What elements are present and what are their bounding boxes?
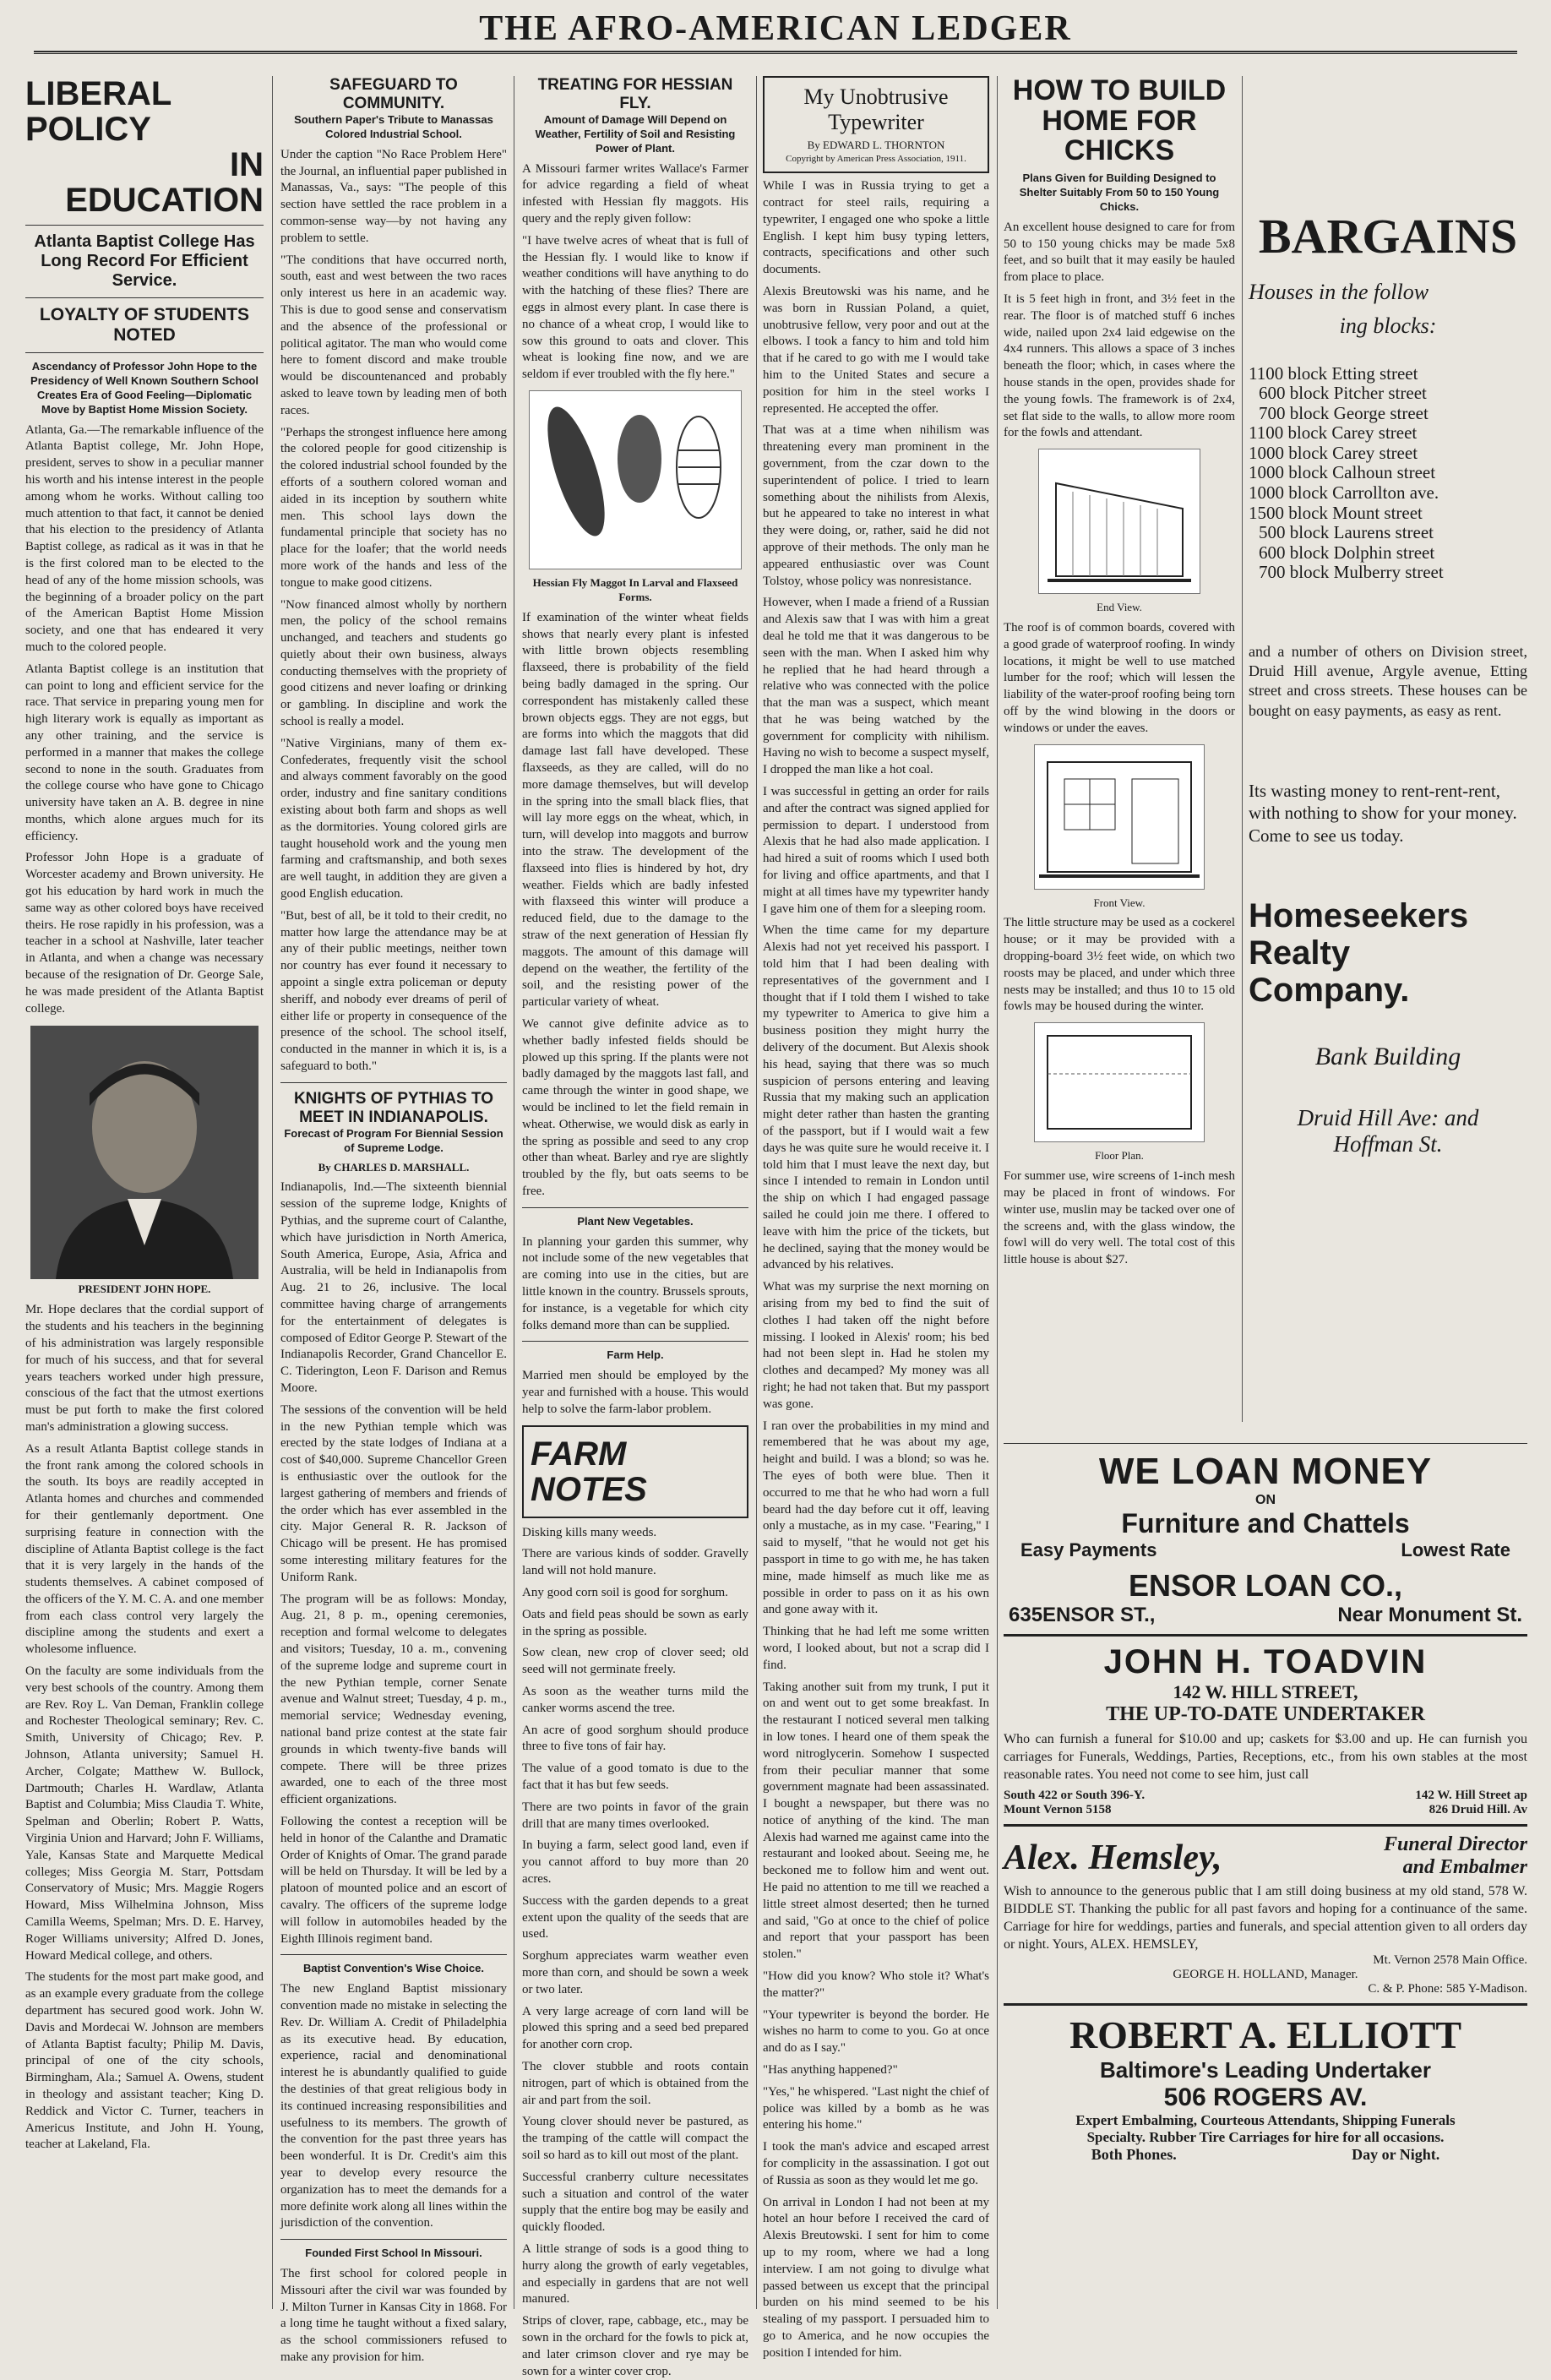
elliott-name: ROBERT A. ELLIOTT	[1069, 2013, 1462, 2057]
paragraph: Any good corn soil is good for sorghum.	[522, 1586, 728, 1600]
toadvin-text: THE UP-TO-DATE UNDERTAKER	[1106, 1703, 1425, 1725]
toadvin-text: 142 W. HILL STREET,	[1173, 1681, 1358, 1702]
subheadline: Plans Given for Building Designed to Shelter Suitably From 50 to 150 Young Chicks.	[1019, 172, 1220, 213]
column-rule	[272, 76, 273, 2309]
toadvin-name: JOHN H. TOADVIN	[1103, 1643, 1428, 1680]
ad-text: Hoffman St.	[1333, 1130, 1443, 1157]
paragraph: Atlanta, Ga.—The remarkable influence of the Atlanta Baptist college, Mr. John Hope, president, serves to show in a peculiar manner his worth and his intense interest in the people among whom he works. Without calling too much attention to that fact, it cannot be denied that his election to the presidency of Atlanta Baptist college, as radical as it was in that he is the first colored man to be elected to the head of any of the home mission schools, was the beginning of a broader policy on the part of the American Baptist Home Mission society, and one that has endeared it very much to the colored people.	[25, 422, 264, 654]
paragraph: On the faculty are some individuals from the very best schools of the country. Among them are Rev. Roy L. Van Deman, Franklin college and Rochester Theological seminary; Rev. C. Smith, University of Chicago; Rev. P. Johnson, Atlanta university; Samuel H. Archer, Colgate; Matthew W. Bullock, Dartmouth; Charles H. Wardlaw, Atlanta Baptist and Columbia; Miss Claudia T. White, Spelman and Oberlin; Robert P. Watts, Virginia Union and Harvard; John F. Williams, Yale, Kansas State and Marquette Medical colleges; Miss Georgia M. Starr, Pottsdam Conservatory of Music; Mrs. Maggie Rogers Howard, Miss Wilhelmina Johnson, Miss Camilla Weems, Spelman; Mrs. D. E. Harvey, Roger Williams university; Alfred D. Jones, Howard Medical college, and others.	[25, 1664, 264, 1963]
subheadline: Forecast of Program For Biennial Session of Supreme Lodge.	[284, 1126, 503, 1154]
ad-text: ing blocks:	[1339, 313, 1437, 338]
story-title: My Unobtrusive Typewriter	[803, 84, 949, 134]
toadvin-text: South 422 or South 396-Y.	[1004, 1789, 1146, 1803]
paragraph: "But, best of all, be it told to their credit, no matter how large the attendance may be at any of their public meetings, neither town nor country has ever found it necessary to appoint a single extra policeman or deputy sheriff, and nobody ever dreams of peril of either life or property in consequence of the presence of the school. The school itself, conducted in the manner in which it is, is a safeguard to both."	[280, 908, 507, 1074]
copyright: Copyright by American Press Association, 1911.	[786, 153, 966, 164]
hemsley-title	[1384, 1833, 1527, 1878]
paragraph: Alexis Breutowski was his name, and he was born in Russian Poland, a quiet, unobtrusive fellow, very poor and out at the elbows. I took a fancy to him and told him that if he cared to go with me I would take him to the United States and secure a position for him in the steel works I represented. He accepted the offer.	[763, 284, 989, 416]
photo-caption: PRESIDENT JOHN HOPE.	[78, 1283, 211, 1296]
loan-headline: WE LOAN MONEY	[1098, 1451, 1433, 1492]
paragraph: It is 5 feet high in front, and 3½ feet in the rear. The floor is of matched stuff 6 inches wide, nailed upon 2x4 laid edgewise on the 4x4 runners. This allows a space of 3 inches beneath the floor; which, in cases where the house stands in the open, provides shade for the young fowls. The framework is of 2x4, set flat side to the walls, to allow more room for the fowls and attendant.	[1004, 291, 1235, 440]
block-item: 1100 block Carey street	[1249, 422, 1418, 444]
ad-text: Druid Hill Ave: and	[1297, 1104, 1479, 1130]
figure-caption: Front View.	[1093, 896, 1146, 909]
block-item: 1100 block Etting street	[1249, 362, 1418, 384]
loan-text: Lowest Rate	[1401, 1539, 1510, 1560]
loan-text: Near Monument St.	[1337, 1604, 1522, 1626]
elliott-text: Day or Night.	[1352, 2146, 1440, 2164]
block-item: 1500 block Mount street	[1249, 502, 1423, 523]
toadvin-phones	[1004, 1803, 1527, 1817]
portrait-photo	[30, 1026, 258, 1279]
paragraph: For summer use, wire screens of 1-inch mesh may be placed in front of windows. For winter use, muslin may be tacked over one of the screens and, with the glass window, the fowl will do very well. The total cost of this little house is about $27.	[1004, 1169, 1235, 1267]
paragraph: The sessions of the convention will be held in the new Pythian temple which was erected by the state lodges of Indiana at a cost of $40,000. Supreme Chancellor Green is enthusiastic over the outlook for the largest gathering of members and friends of the order which has ever assembled in the city. Major General R. R. Jackson of Chicago will be present. He has promised some interesting military features for the Uniform Rank.	[280, 1402, 507, 1584]
hemsley-text: Mt. Vernon 2578 Main Office.	[1373, 1953, 1527, 1968]
paragraph: However, when I made a friend of a Russian and Alexis saw that I was with him a great deal he told me that it was dangerous to be seen with the man. When I asked him why he replied that he had heard through a relative who was connected with the police that the man was a suspect, which meant that he was being watched by the government for complicity with nihilism. Having no wish to become a suspect myself, I dropped the man like a hot coal.	[763, 596, 989, 777]
paragraph: Professor John Hope is a graduate of Worcester academy and Brown university. He got his education by hard work in much the same way as other colored boys have received theirs. He rose rapidly in his profession, was a teacher in a school at Nashville, later teacher in Atlanta, and when a change was necessary because of the resignation of Dr. George Sale, he was made president of the Atlanta Baptist college.	[25, 851, 264, 1016]
paragraph: Atlanta Baptist college is an institution that can point to long and efficient service for the race. That service in preparing young men for high literary work is equally as important as any other training, and the service is performed in a manner that makes the college second to none in the south. Graduates from the college course who have gone to Chicago university have taken an A. B. degree in nine months, which alone argues much for its efficiency.	[25, 662, 264, 843]
paragraph: Mr. Hope declares that the cordial support of the students and his teachers in the beginning of his administration was largely responsible for much of his success, and that for several years teachers worked under high pressure, conscious of the fact that the utmost exertions must be put forth to make the first colored man's administration a glowing success.	[25, 1303, 264, 1434]
paragraph: There are various kinds of sodder. Gravelly land will not hold manure.	[522, 1547, 748, 1578]
article-chick-house	[1004, 76, 1235, 1428]
masthead	[0, 8, 1551, 61]
elliott-text: Specialty. Rubber Tire Carriages for hire for all occasions.	[1086, 2129, 1445, 2146]
ads-block	[1004, 1436, 1527, 2306]
block-item: 600 block Dolphin street	[1259, 542, 1435, 563]
paragraph: If examination of the winter wheat fields shows that nearly every plant is infested with little brown objects resembling flaxseed, there is probability of the field being badly damaged in the spring. Our correspondent has mistakenly called these brown objects eggs. They are not eggs, but are forms into which the maggots that did damage last fall have developed. These flaxseeds, as they are called, will do no more damage themselves, but will develop in the spring into the small black flies, that will lay more eggs on the wheat, which, in turn, will develop into maggots and burrow into the straw. The development of the flaxseed into flies is hindered by hot, dry weather. Fields which are badly infested with flaxseed this winter will produce a reduced field, due to the damage to the straw of the next generation of Hessian fly maggots. The amount of this damage will depend on the weather, the fertility of the soil, and the resisting power of the particular variety of wheat.	[522, 610, 748, 1010]
paragraph: Married men should be employed by the year and furnished with a house. This would help to solve the farm-labor problem.	[522, 1369, 748, 1416]
column-rule	[756, 76, 757, 2309]
paragraph: "Yes," he whispered. "Last night the chief of police was killed by a bomb as he was entering his home."	[763, 2084, 989, 2132]
headline: IN EDUCATION	[65, 146, 264, 219]
hemsley-text: Wish to announce to the generous public that I am still doing business at my old stand, 578 W. BIDDLE ST. Thanking the public for all past favors and hoping for a continuance of the same. Carriage for hire for weddings, parties and funerals, and special attention given to all orders day or night. Yours, ALEX. HEMSLEY,	[1004, 1884, 1527, 1952]
loan-address	[1004, 1604, 1527, 1627]
front-view-drawing	[1034, 744, 1205, 890]
paragraph: Young clover should never be pastured, as the tramping of the cattle will compact the soil so hard as to kill out most of the plant.	[522, 2115, 748, 2162]
block-item: 700 block George street	[1259, 402, 1429, 423]
column-rule	[1242, 76, 1243, 1422]
paragraph: I ran over the probabilities in my mind and remembered that he was about my age, height and build. I was a blond; so was he. The eyes of both were blue. Then it occurred to me that he who had worn a full beard had the day before cut it off, leaving only a mustache, as in my case. "Fearing," I said to myself, "that he would not get his passport in time to go with me, he has taken mine, made himself as much like me as possible in order to pass on it as his own and gone away with it.	[763, 1419, 989, 1617]
headline: HOW TO BUILD HOME FOR CHICKS	[1012, 74, 1227, 167]
company-name: Realty	[1249, 934, 1351, 972]
divider	[280, 1082, 507, 1083]
hemsley-text: C. & P. Phone: 585 Y-Madison.	[1368, 1982, 1527, 1996]
divider	[1004, 1443, 1527, 1444]
paragraph: The new England Baptist missionary convention made no mistake in selecting the Rev. Dr. William A. Credit of Philadelphia as its executive head. By education, experience, racial and denominational interest he is abundantly qualified to guide the destinies of that great religious body in its continued increasing responsibilities and usefulness to its members. The growth of the convention for the past three years has been wonderful. It is Dr. Credit's aim this year to develop every resource the organization has to meet the demands for a more definite work along all lines within the jurisdiction of the convention.	[280, 1982, 507, 2230]
toadvin-text: 826 Druid Hill. Av	[1429, 1803, 1527, 1817]
figure-caption: Floor Plan.	[1095, 1149, 1144, 1163]
divider	[25, 297, 264, 298]
deck: Ascendancy of Professor John Hope to the Presidency of Well Known Southern School Creates Era of Good Feeling—Diplomatic Move by Baptist Home Mission Society.	[30, 360, 258, 416]
block-item: 1000 block Carey street	[1249, 442, 1418, 463]
paragraph: "I have twelve acres of wheat that is full of the Hessian fly. I would like to know if weather conditions will have anything to do with the hatching of these flies? There are eggs in almost every plant. In case there is no chance of a wheat crop, I would like to sow this ground to oats and clover. This wheat is looking fine now, and we are seldom if ever troubled with the fly here."	[522, 233, 748, 382]
loan-text: Easy Payments	[1020, 1539, 1157, 1560]
paragraph: Indianapolis, Ind.—The sixteenth biennial session of the supreme lodge, Knights of Pythias, and the supreme court of Calanthe, which have jurisdiction in North America, South America, Europe, Asia, Africa and Australia, will be held in Indianapolis from Aug. 21 to 26, inclusive. The local committee having charge of arrangements for the entertainment of delegates is composed of Editor George P. Stewart of the Indianapolis Recorder, Grand Chancellor E. C. Tiderington, Leon F. Darison and Remus Moore.	[280, 1180, 508, 1396]
byline: By EDWARD L. THORNTON	[807, 139, 945, 151]
block-item: 500 block Laurens street	[1259, 522, 1434, 543]
paragraph: What was my surprise the next morning on arising from my bed to find the suit of clothes I had taken off the night before missing. I looked in Alexis' room; his bed had not been slept in. Had he stolen my clothes and decamped? My money was all right; he had not taken that. But my passport was gone.	[763, 1280, 989, 1411]
company-name: Homeseekers	[1249, 896, 1469, 934]
paragraph: The value of a good tomato is due to the fact that it has but few seeds.	[522, 1762, 748, 1793]
hemsley-text: and Embalmer	[1402, 1855, 1527, 1878]
paragraph: "Has anything happened?"	[763, 2063, 898, 2078]
divider	[522, 1207, 748, 1208]
hemsley-text: GEORGE H. HOLLAND, Manager.	[1173, 1968, 1358, 1982]
paragraph: Sow clean, new crop of clover seed; old seed will not germinate freely.	[522, 1646, 748, 1677]
paragraph: The clover stubble and roots contain nitrogen, part of which is obtained from the air and part from the soil.	[522, 2059, 748, 2107]
end-view-drawing	[1038, 449, 1200, 594]
paragraph: The students for the most part make good, and as an example every graduate from the college department has secured good work. John W. Davis and Mordecai W. Johnson are members of Atlanta Baptist faculty; Philip M. Davis, principal of one of the city schools, Birmingham, Ala.; Samuel A. Owens, student in theology and assistant teacher; King D. Reddick and Victor C. Turner, teachers in Americus Institute, and John H. Young, teacher at Lakeland, Fla.	[25, 1970, 264, 2152]
block-item: 600 block Pitcher street	[1259, 383, 1427, 404]
block-list	[1249, 364, 1527, 583]
block-item: 1000 block Calhoun street	[1249, 462, 1436, 483]
paragraph: Sorghum appreciates warm weather even more than corn, and should be sown a week or two later.	[522, 1949, 748, 1996]
toadvin-text: Mount Vernon 5158	[1004, 1803, 1112, 1817]
loan-text: Furniture and Chattels	[1121, 1508, 1410, 1539]
paragraph: In planning your garden this summer, why not include some of the new vegetables that are coming into use in the cities, but are little known in the country. Brussels sprouts, for instance, is a vegetable for which city folks demand more than can be supplied.	[522, 1234, 748, 1332]
paragraph: Strips of clover, rape, cabbage, etc., may be sown in the orchard for the fowls to pick at, and later crimson clover and rye may be sown for a winter cover crop.	[522, 2314, 748, 2378]
column-3	[522, 76, 748, 2378]
paragraph: There are two points in favor of the grain drill that are many times overlooked.	[522, 1800, 748, 1831]
loan-company: ENSOR LOAN CO.,	[1128, 1568, 1403, 1603]
headline: Farm Help.	[607, 1348, 664, 1362]
hemsley-header	[1004, 1833, 1527, 1878]
paragraph: The program will be as follows: Monday, Aug. 21, 8 p. m., opening ceremonies, reception and formal welcome to delegates and visitors; Tuesday, 10 a. m., convening of the supreme lodge and supreme court in the new Pythian temple, corner Senate avenue and Walnut street; Tuesday, 4 p. m., memorial service; Wednesday evening, national band prize contest at the state fair grounds in which twenty-five bands will compete. There will be three prizes awarded, one to each of the three most efficient organizations.	[280, 1592, 507, 1807]
subheadline: Southern Paper's Tribute to Manassas Colored Industrial School.	[294, 113, 493, 140]
paragraph: I took the man's advice and escaped arrest for complicity in the assassination. I got out of Russia as soon as they would let me go.	[763, 2140, 989, 2187]
article-liberal-policy	[25, 76, 264, 2306]
paragraph: "How did you know? Who stole it? What's the matter?"	[763, 1969, 989, 2000]
paragraph: That was at a time when nihilism was threatening every man prominent in the government, from the czar down to the superintendent of police. I tried to learn something about the nihilists from Alexis, but he appeared to take no interest in what they were doing, or, rather, said he did not approve of their methods. The only man he appeared enthusiastic over was Count Tolstoy, whose policy was nonresistance.	[763, 423, 989, 588]
toadvin-text: 142 W. Hill Street ap	[1415, 1789, 1527, 1803]
divider	[522, 1341, 748, 1342]
farm-notes-logo	[522, 1425, 748, 1518]
paragraph: We cannot give definite advice as to whether badly infested fields should be plowed up this spring. If the plants were not badly damaged by the maggots last fall, and came through the winter in good shape, we would be inclined to let the field remain in wheat. Otherwise, we would disk as early in the spring as possible and seed to any crop other than wheat. Barley and rye are slightly troubled by the fly, but oats seems to be free.	[522, 1016, 748, 1198]
toadvin-phones	[1004, 1789, 1527, 1803]
block-item: 1000 block Carrollton ave.	[1249, 482, 1439, 503]
logo-text: FARM NOTES	[531, 1435, 647, 1508]
floor-plan-drawing	[1034, 1022, 1205, 1142]
headline: Founded First School In Missouri.	[305, 2247, 482, 2260]
story-title-box	[763, 76, 989, 173]
paragraph: Thinking that he had left me some written word, I looked about, but not a scrap did I find.	[763, 1625, 989, 1672]
ad-text: and a number of others on Division street, Druid Hill avenue, Argyle avenue, Etting street and cross streets. These houses can be bought on easy payments, as easy as rent.	[1249, 642, 1527, 719]
subheadline: LOYALTY OF STUDENTS NOTED	[39, 305, 250, 345]
figure-caption: End View.	[1097, 601, 1142, 614]
story-typewriter	[763, 76, 989, 2360]
ad-text: Houses in the follow	[1249, 279, 1429, 304]
paragraph: Taking another suit from my trunk, I put it on and went out to get some breakfast. In the restaurant I noticed several men talking in low tones. I heard one of them speak the word nitroglycerin. Somehow I suspected from their peculiar manner that some government magnate had been assassinated. I bought a newspaper, but there was no notice of anything of the kind. The man Alexis had warned me against came into the restaurant and looked about. Seeing me, he beckoned me to follow him and went out. He paid no attention to me till we reached a little street almost deserted; then he turned and said, "Go at once to the chief of police and report that your passport has been stolen."	[763, 1680, 989, 1962]
headline: SAFEGUARD TO COMMUNITY.	[329, 76, 458, 112]
headline: KNIGHTS OF PYTHIAS TO MEET IN INDIANAPOLIS.	[293, 1089, 494, 1126]
hemsley-text: Funeral Director	[1383, 1833, 1527, 1856]
elliott-text: Both Phones.	[1091, 2146, 1177, 2164]
headline: LIBERAL POLICY	[25, 75, 171, 148]
loan-text: ON	[1255, 1493, 1276, 1507]
paragraph: Oats and field peas should be sown as early in the spring as possible.	[522, 1607, 748, 1638]
divider	[1004, 1634, 1527, 1637]
paragraph: On arrival in London I had not been at my hotel an hour before I received the card of Alexis Breutowski. I sent for him to come up to my room, where we had a long interview. I am not going to divulge what passed between us except that the principal burden on his mind seemed to be his stealing of my passport. I persuaded him to go to America, and he now occupies the position I intended for him.	[763, 2195, 989, 2360]
headline: Baptist Convention's Wise Choice.	[303, 1962, 484, 1975]
paragraph: I was successful in getting an order for rails and after the contract was signed applied for permission to depart. I understood from Alexis that he had also made application. I had hired a suit of rooms which I used both for living and office apartments, and that I might at all times have my typewriter handy I gave him one of them for a sleeping room.	[763, 785, 989, 916]
paragraph: Successful cranberry culture necessitates such a situation and control of the water supply that the entire bog may be easily and quickly flooded.	[522, 2170, 748, 2235]
paragraph: "The conditions that have occurred north, south, east and west between the two races only interest us here in an academic way. This is due to good sense and conservatism and the absence of the professional or political agitator. The man who would come here to foment discord and make trouble would be discountenanced and probably asked to leave town by leading men of both races.	[280, 253, 507, 417]
divider	[25, 225, 264, 226]
hessian-fly-illustration	[529, 390, 742, 569]
company-name: Company.	[1249, 971, 1410, 1009]
paragraph: Success with the garden depends to a great extent upon the quality of the seeds that are used.	[522, 1893, 748, 1942]
paragraph: The first school for colored people in Missouri after the civil war was founded by J. Milton Turner in Kansas City in 1868. For a long time he taught without a fixed salary, as the school commissioners refused to make any provision for him.	[280, 2267, 507, 2365]
elliott-text: Expert Embalming, Courteous Attendants, Shipping Funerals	[1075, 2112, 1456, 2129]
loan-terms	[1004, 1539, 1527, 1561]
divider	[280, 2239, 507, 2240]
column-rule	[997, 76, 998, 2309]
paragraph: The little structure may be used as a cockerel house; or it may be provided with a dropping-board 3½ feet wide, on which two roosts may be placed, and under which three nests may be installed; and thus 10 to 15 old fowls may be housed during the winter.	[1004, 916, 1235, 1014]
ad-headline: BARGAINS	[1258, 209, 1518, 264]
paragraph: Disking kills many weeds.	[522, 1525, 657, 1539]
paragraph: An acre of good sorghum should produce three to five tons of fair hay.	[522, 1723, 748, 1754]
byline: By CHARLES D. MARSHALL.	[318, 1160, 470, 1174]
elliott-text: Baltimore's Leading Undertaker	[1100, 2057, 1431, 2083]
divider	[1004, 1824, 1527, 1827]
paragraph: A Missouri farmer writes Wallace's Farmer for advice regarding a field of wheat infested with Hessian fly maggots. His query and the reply given follow:	[522, 161, 748, 226]
column-2	[280, 76, 508, 2365]
hemsley-name: Alex. Hemsley,	[1004, 1838, 1222, 1878]
block-item: 700 block Mulberry street	[1259, 562, 1444, 583]
paragraph: "Native Virginians, many of them ex-Confederates, frequently visit the school and always comment favorably on the good order, industry and fine sanitary conditions existing about both farm and shops as well as the dormitories. Young colored girls are taught household work and the young men farming and craftsmanship, and both sexes are well taught, in addition they are given a good English education.	[280, 736, 507, 901]
paragraph: As a result Atlanta Baptist college stands in the front rank among the colored schools in the south. Its boys are readily accepted in Atlanta homes and churches and commended for their gentlemanly deportment. One surprising feature in connection with the discipline of Atlanta Baptist college is the fact that it is very largely in the hands of the students themselves. A cabinet composed of the officers of the Y. M. C. A. and one member from each class control very largely the discipline among the students and exert a wholesome influence.	[25, 1441, 264, 1657]
paragraph: As soon as the weather turns mild the canker worms ascend the tree.	[522, 1685, 748, 1715]
divider	[1004, 2003, 1527, 2006]
paragraph: A little strange of sods is a good thing to hurry along the growth of early vegetables, and especially in gardens that are not well manured.	[522, 2241, 748, 2306]
paragraph: Following the contest a reception will be held in honor of the Calanthe and Dramatic Order of Knights of Omar. The grand parade will be held on Thursday. It will be led by a platoon of mounted police and an escort of cavalry. The officers of the supreme lodge will follow in automobiles headed by the Eighth Illinois regiment band.	[280, 1814, 507, 1946]
masthead-rule	[34, 51, 1517, 54]
headline: TREATING FOR HESSIAN FLY.	[537, 76, 733, 112]
subheadline: Amount of Damage Will Depend on Weather, Fertility of Soil and Resisting Power of Plant.	[535, 113, 736, 155]
masthead-title: THE AFRO-AMERICAN LEDGER	[479, 9, 1072, 48]
figure-caption: Hessian Fly Maggot In Larval and Flaxseed Forms.	[532, 576, 738, 603]
divider	[25, 352, 264, 353]
paragraph: "Perhaps the strongest influence here among the colored people for good citizenship is the colored industrial school founded by the efforts of a southern colored woman and aided in its inception by southern white men. This school lays down the fundamental principle that society has no place for the loafer; that the world needs more work of the hands and less of the tongue to make good citizens.	[280, 425, 507, 590]
paragraph: In buying a farm, select good land, even if you cannot afford to buy more than 20 acres.	[522, 1838, 748, 1886]
headline: Plant New Vegetables.	[577, 1214, 694, 1228]
ad-text: Bank Building	[1314, 1042, 1461, 1070]
ad-text: Its wasting money to rent-rent-rent, with nothing to show for your money. Come to see us today.	[1249, 781, 1517, 846]
elliott-text: 506 ROGERS AV.	[1163, 2083, 1368, 2112]
paragraph: The roof is of common boards, covered with a good grade of waterproof roofing. In windy locations, it might be well to use matched lumber for the roof; which will lessen the liability of the water-proof roofing being torn off by the wind blowing in the doors or windows or under the eaves.	[1004, 620, 1235, 735]
subheadline: Atlanta Baptist College Has Long Record For Efficient Service.	[34, 232, 255, 290]
paragraph: "Now financed almost wholly by northern men, the policy of the school remains unchanged, and teachers and students go quietly about their own business, always conducting themselves with the propriety of good citizens and never loafing or drinking or gambling. In discipline and work the school is really a model.	[280, 597, 507, 729]
toadvin-text: Who can furnish a funeral for $10.00 and up; caskets for $3.00 and up. He can furnish you carriages for Funerals, Weddings, Parties, Receptions, etc., from his own stables at the most reasonable rates. You need not come to see him, just call	[1004, 1732, 1527, 1782]
paragraph: While I was in Russia trying to get a contract for steel rails, requiring a typewriter, I engaged one who spoke a little English. I kept him busy typing letters, contracts, specifications and other such documents.	[763, 179, 989, 277]
paragraph: Under the caption "No Race Problem Here" the Journal, an influential paper published in Manassas, Va., says: "The people of this section have settled the race problem in a common-sense way—by not having any problem to settle.	[280, 147, 507, 245]
loan-text: 635ENSOR ST.,	[1009, 1604, 1156, 1626]
paragraph: A very large acreage of corn land will be plowed this spring and a seed bed prepared for another corn crop.	[522, 2004, 748, 2052]
paragraph: An excellent house designed to care for from 50 to 150 young chicks may be made 5x8 feet, and so built that it may easily be hauled from place to place.	[1004, 220, 1235, 285]
paragraph: "Your typewriter is beyond the border. He wishes no harm to come to you. Go at once and do as I say."	[763, 2007, 989, 2056]
ad-homeseekers	[1249, 76, 1527, 1428]
paragraph: When the time came for my departure Alexis had not yet received his passport. I told him that I had been dealing with representatives of the government and I thought that if I told them I wished to take my typewriter to America to give him a business position they might hurry the delivery of the document. But Alexis shook his head, saying that there was so much suspicion of persons entering and leaving Russia that my making such an application might deter rather than hasten the granting of the passport, but if I would wait a few days he was quite sure he would receive it. I told him that I must leave the next day, but since I intended to remain in London until the ship on which I had engaged passage sailed he could join me there. I offered to leave with him the price of the tickets, but he declined, saying that the money would be advanced by his relatives.	[763, 923, 989, 1272]
elliott-footer	[1004, 2146, 1527, 2164]
divider	[280, 1954, 507, 1955]
